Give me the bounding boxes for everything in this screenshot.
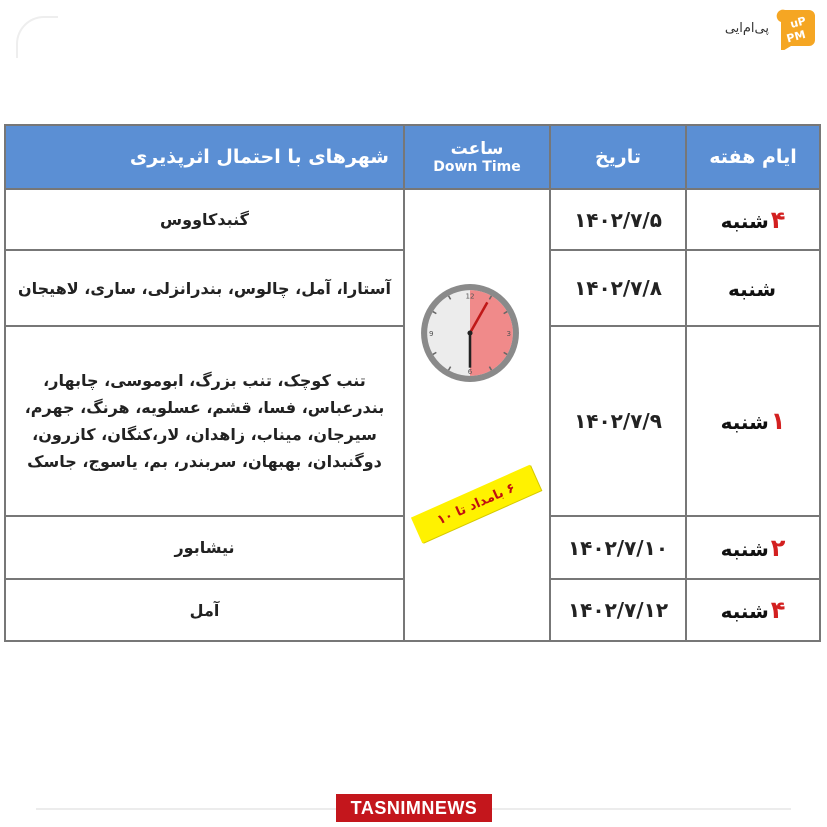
header-day: ایام هفته (686, 125, 820, 189)
day-word: شنبه (720, 599, 769, 623)
cities-cell: گنبدکاووس (5, 189, 404, 250)
header-time (404, 125, 550, 189)
table-row (5, 189, 820, 250)
day-number: ۲ (770, 533, 786, 562)
date-cell: ۱۴۰۲/۷/۱۰ (550, 516, 686, 579)
cities-cell: نیشابور (5, 516, 404, 579)
date-cell: ۱۴۰۲/۷/۱۲ (550, 579, 686, 641)
date-cell: ۱۴۰۲/۷/۹ (550, 326, 686, 516)
day-word: شنبه (720, 410, 769, 434)
header-date: تاریخ (550, 125, 686, 189)
header-time-fa: ساعت (450, 139, 504, 159)
day-number: ۴ (770, 205, 786, 234)
svg-text:12: 12 (465, 291, 475, 301)
day-number: ۴ (770, 596, 786, 624)
day-cell (686, 579, 820, 641)
corner-decoration (16, 16, 58, 58)
svg-text:6: 6 (467, 366, 473, 376)
day-cell (686, 326, 820, 516)
pmp-logo-icon (775, 6, 819, 50)
svg-text:PM: PM (785, 27, 807, 46)
day-word: شنبه (720, 536, 769, 561)
time-badge: ۶ بامداد تا ۱۰ (411, 465, 541, 543)
date-cell: ۱۴۰۲/۷/۵ (550, 189, 686, 250)
clock-icon (419, 282, 521, 384)
header-cities: شهرهای با احتمال اثرپذیری (5, 125, 404, 189)
brand[interactable] (725, 6, 819, 50)
cities-cell: آستارا، آمل، چالوس، بندرانزلی، ساری، لاهیجان (5, 250, 404, 326)
day-word: شنبه (720, 208, 769, 233)
date-cell: ۱۴۰۲/۷/۸ (550, 250, 686, 326)
table-header-row (5, 125, 820, 189)
svg-text:9: 9 (428, 329, 434, 339)
source-label: TASNIMNEWS (336, 794, 492, 822)
svg-text:3: 3 (506, 329, 512, 339)
day-cell (686, 189, 820, 250)
downtime-schedule-table (4, 124, 821, 642)
cities-cell: آمل (5, 579, 404, 641)
day-cell (686, 516, 820, 579)
day-cell (686, 250, 820, 326)
day-word: شنبه (727, 277, 777, 301)
time-cell (404, 189, 550, 641)
header-time-en: Down Time (433, 159, 521, 175)
svg-text:uP: uP (788, 14, 808, 31)
cities-cell: تنب کوچک، تنب بزرگ، ابوموسی، چابهار، بندرعباس، فسا، قشم، عسلویه، هرنگ، جهرم، سیرجان، میناب، زاهدان، لار،کنگان، کازرون، دوگنبدان، بهبهان، سربندر، بم، یاسوج، جاسک (5, 326, 404, 516)
day-number: ۱ (770, 407, 786, 435)
brand-name: پی‌ام‌ایی (724, 20, 769, 36)
